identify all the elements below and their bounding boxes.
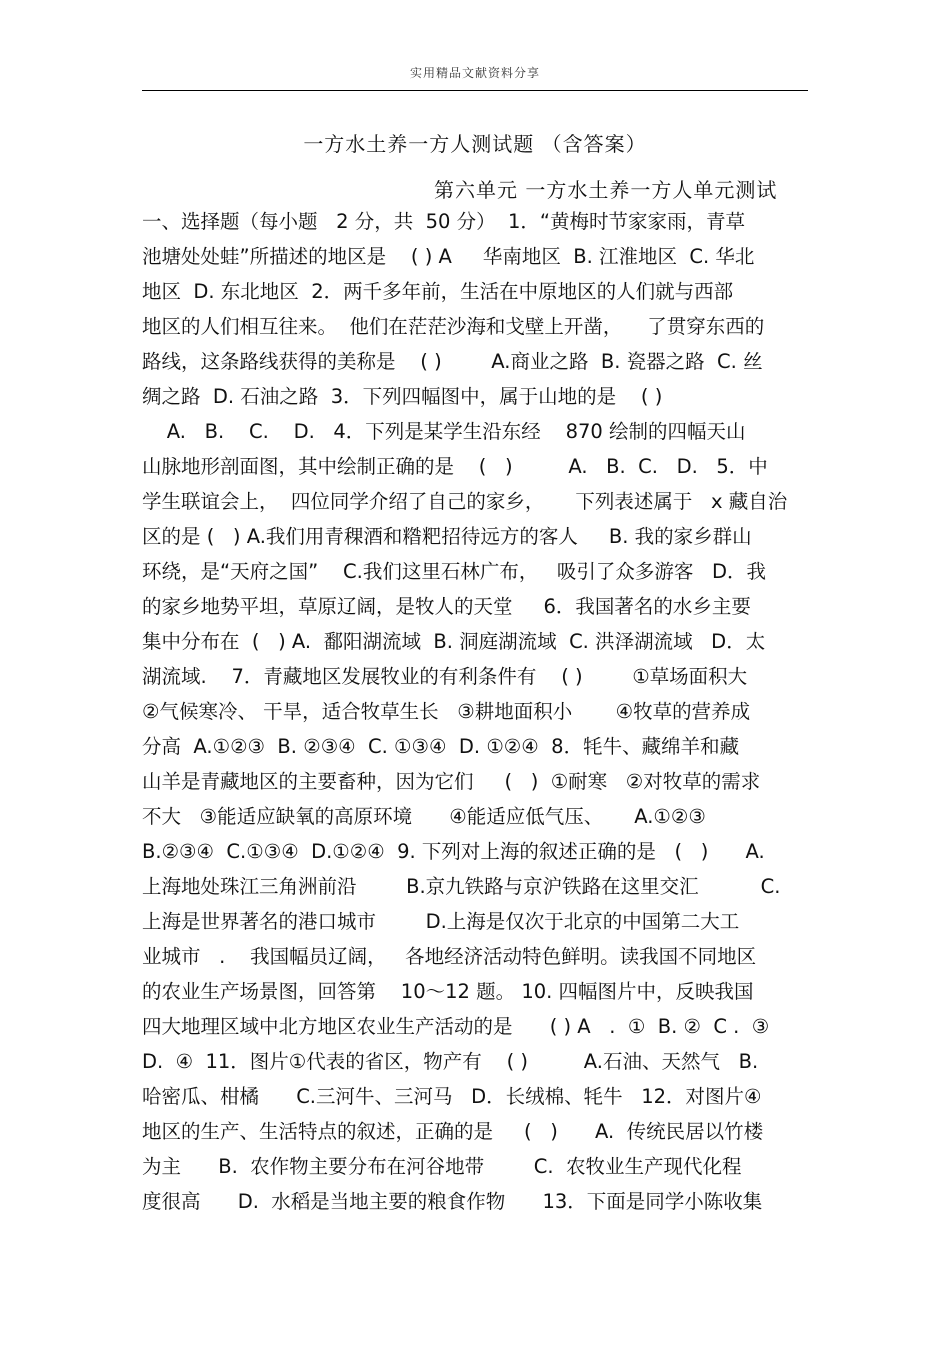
text-line: 学生联谊会上， 四位同学介绍了自己的家乡， 下列表述属于 x 藏自治 xyxy=(142,490,788,513)
text-line: 环绕，是“天府之国” C.我们这里石林广布， 吸引了众多游客 D．我 xyxy=(142,560,767,583)
text-line: 地区的人们相互往来。 他们在茫茫沙海和戈壁上开凿， 了贯穿东西的 xyxy=(142,315,765,338)
unit-subtitle: 第六单元 一方水土养一方人单元测试 xyxy=(434,178,778,202)
text-line: 山羊是青藏地区的主要畜种，因为它们 ( ) ①耐寒 ②对牧草的需求 xyxy=(142,770,761,793)
question-body xyxy=(142,204,810,1219)
text-line: 的家乡地势平坦，草原辽阔，是牧人的天堂 6．我国著名的水乡主要 xyxy=(142,595,751,618)
text-line: 的农业生产场景图，回答第 10～12 题。 10. 四幅图片中，反映我国 xyxy=(142,980,754,1003)
text-line: ②气候寒冷、 干旱，适合牧草生长 ③耕地面积小 ④牧草的营养成 xyxy=(142,700,751,723)
text-line: 山脉地形剖面图，其中绘制正确的是 ( ) A. B. C. D. 5．中 xyxy=(142,455,768,478)
text-line: 哈密瓜、柑橘 C.三河牛、三河马 D．长绒棉、牦牛 12．对图片④ xyxy=(142,1085,762,1108)
text-line: 度很高 D. 水稻是当地主要的粮食作物 13．下面是同学小陈收集 xyxy=(142,1190,763,1213)
text-line: 四大地理区域中北方地区农业生产活动的是 ( ) A . ① B. ② C . ③ xyxy=(142,1015,770,1038)
text-line: 分高 A.①②③ B. ②③④ C. ①③④ D. ①②④ 8．牦牛、藏绵羊和藏 xyxy=(142,735,740,758)
text-line: 路线，这条路线获得的美称是 ( ) A.商业之路 B. 瓷器之路 C. 丝 xyxy=(142,350,763,373)
text-line: 上海是世界著名的港口城市 D.上海是仅次于北京的中国第二大工 xyxy=(142,910,740,933)
text-line: 湖流域. 7．青藏地区发展牧业的有利条件有 ( ) ①草场面积大 xyxy=(142,665,748,688)
text-line: B.②③④ C.①③④ D.①②④ 9. 下列对上海的叙述正确的是 ( ) A. xyxy=(142,840,765,863)
text-line: A. B. C. D. 4．下列是某学生沿东经 870 绘制的四幅天山 xyxy=(142,420,746,443)
text-line: 上海地处珠江三角洲前沿 B.京九铁路与京沪铁路在这里交汇 C. xyxy=(142,875,781,898)
text-line: 区的是 ( ) A.我们用青稞酒和糌粑招待远方的客人 B. 我的家乡群山 xyxy=(142,525,752,548)
text-line: 地区 D. 东北地区 2．两千多年前，生活在中原地区的人们就与西部 xyxy=(142,280,734,303)
text-line: 绸之路 D. 石油之路 3．下列四幅图中，属于山地的是 ( ) xyxy=(142,385,663,408)
document-title: 一方水土养一方人测试题 （含答案） xyxy=(303,132,647,156)
text-line: 池塘处处蛙”所描述的地区是 ( ) A 华南地区 B. 江淮地区 C. 华北 xyxy=(142,245,755,268)
text-line: D. ④ 11．图片①代表的省区，物产有 ( ) A.石油、天然气 B. xyxy=(142,1050,759,1073)
page-header: 实用精品文献资料分享 xyxy=(409,66,540,80)
text-line: 为主 B. 农作物主要分布在河谷地带 C. 农牧业生产现代化程 xyxy=(142,1155,742,1178)
text-line: 地区的生产、生活特点的叙述，正确的是 ( ) A. 传统民居以竹楼 xyxy=(142,1120,764,1143)
text-line: 集中分布在 ( ) A. 鄱阳湖流域 B. 洞庭湖流域 C. 洪泽湖流域 D．太 xyxy=(142,630,766,653)
text-line: 不大 ③能适应缺氧的高原环境 ④能适应低气压、 A.①②③ xyxy=(142,805,706,828)
text-line: 业城市 . 我国幅员辽阔， 各地经济活动特色鲜明。读我国不同地区 xyxy=(142,945,757,968)
header-divider xyxy=(142,90,808,91)
text-line: 一、选择题（每小题 2 分，共 50 分） 1．“黄梅时节家家雨，青草 xyxy=(142,210,746,233)
